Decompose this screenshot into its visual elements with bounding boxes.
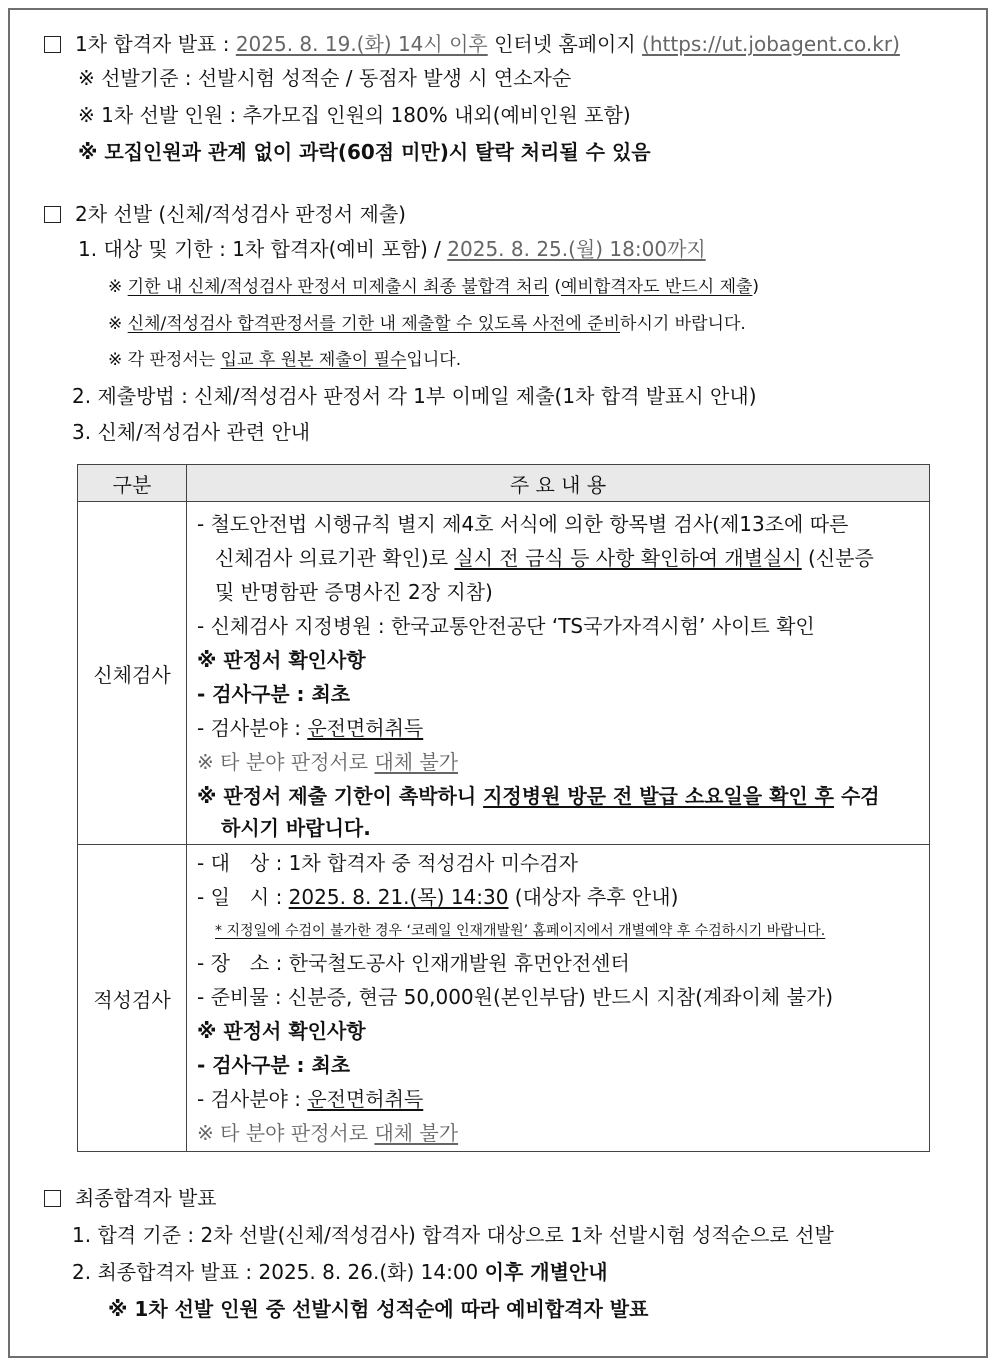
apt-line-reserve-note <box>215 917 825 945</box>
phys-a2-a: 신체검사 의료기관 확인)로 <box>215 546 455 570</box>
s3-item2 <box>72 1258 608 1286</box>
checkbox-square-icon <box>44 1190 61 1207</box>
phys-line-hospital: - 신체검사 지정병원 : 한국교통안전공단 ‘TS국가자격시험’ 사이트 확인 <box>197 614 815 638</box>
phys-line-type: - 검사구분 : 최초 <box>197 682 351 706</box>
s2-title: 2차 선발 (신체/적성검사 판정서 제출) <box>75 202 406 226</box>
s3-item1: 1. 합격 기준 : 2차 선발(신체/적성검사) 합격자 대상으로 1차 선발시험 성적순으로 선발 <box>72 1223 834 1247</box>
section2-heading <box>44 200 406 228</box>
phys-field-value: 운전면허취득 <box>307 716 424 740</box>
phys-nosub-u: 대체 불가 <box>374 750 459 774</box>
phys-deadline-a: ※ 판정서 제출 기한이 촉박하니 <box>197 784 484 808</box>
table-row <box>78 845 930 1152</box>
apt-line-place: - 장 소 : 한국철도공사 인재개발원 휴먼안전센터 <box>197 951 630 975</box>
phys-a2-b: (신분증 <box>801 546 874 570</box>
note-mark: ※ <box>108 277 128 297</box>
s1-note-fail: ※ 모집인원과 관계 없이 과락(60점 미만)시 탈락 처리될 수 있음 <box>78 140 651 164</box>
table-header-category: 구분 <box>78 465 187 502</box>
phys-line-check-title: ※ 판정서 확인사항 <box>197 648 366 672</box>
phys-a2-underlined: 실시 전 금식 등 사항 확인하여 개별실시 <box>454 546 802 570</box>
s2-note3-underlined: 입교 후 원본 제출이 필수 <box>220 350 407 370</box>
s2-item1 <box>78 235 706 263</box>
s2-note2-underlined: 신체/적성검사 합격판정서를 기한 내 제출할 수 있도록 사전에 준비 <box>127 314 621 334</box>
s1-note-criteria: ※ 선발기준 : 선발시험 성적순 / 동점자 발생 시 연소자순 <box>78 66 572 90</box>
apt-line-date <box>197 883 678 911</box>
phys-line-a2 <box>215 544 874 572</box>
s2-note3-b: 입니다. <box>406 350 462 370</box>
s2-item1-date: 2025. 8. 25.(월) 18:00까지 <box>447 237 706 261</box>
table-header-row <box>78 465 930 502</box>
phys-deadline-u: 지정병원 방문 전 발급 소요일을 확인 후 <box>483 784 835 808</box>
checkbox-square-icon <box>44 206 61 223</box>
s2-note1-reserve: 예비합격자도 반드시 제출 <box>560 277 753 297</box>
s3-note: ※ 1차 선발 인원 중 선발시험 성적순에 따라 예비합격자 발표 <box>108 1297 649 1321</box>
apt-reserve-note-text: * 지정일에 수검이 불가한 경우 ‘코레일 인재개발원’ 홈페이지에서 개별예약 후 수검하시기 바랍니다. <box>215 923 826 939</box>
apt-line-items: - 준비물 : 신분증, 현금 50,000원(본인부담) 반드시 지참(계좌이체 불가) <box>197 985 834 1009</box>
s2-item3: 3. 신체/적성검사 관련 안내 <box>72 420 311 444</box>
row-content-aptitude <box>187 845 930 1152</box>
apt-field-label: - 검사분야 : <box>197 1087 308 1111</box>
s2-note3-a: ※ 각 판정서는 <box>108 350 221 370</box>
s2-note1 <box>108 273 759 301</box>
apt-date-label: - 일 시 : <box>197 885 289 909</box>
apt-line-field <box>197 1085 423 1113</box>
exam-info-table <box>77 464 930 1152</box>
section1-heading <box>44 30 900 58</box>
s1-head-date: 2025. 8. 19.(화) 14시 이후 <box>235 32 488 56</box>
phys-line-deadline2: 하시기 바랍니다. <box>221 816 371 840</box>
apt-field-value: 운전면허취득 <box>307 1087 424 1111</box>
apt-nosub-a: ※ 타 분야 판정서로 <box>197 1121 375 1145</box>
phys-line-no-substitute <box>197 748 458 776</box>
phys-nosub-a: ※ 타 분야 판정서로 <box>197 750 375 774</box>
s1-head-mid: 인터넷 홈페이지 <box>487 32 643 56</box>
s3-item2-a: 2. 최종합격자 발표 : 2025. 8. 26.(화) 14:00 <box>72 1260 485 1284</box>
s2-note3 <box>108 346 461 374</box>
s1-head-label: 1차 합격자 발표 : <box>75 32 236 56</box>
s2-item1-label: 1. 대상 및 기한 : 1차 합격자(예비 포함) / <box>78 237 448 261</box>
s3-title: 최종합격자 발표 <box>75 1186 217 1210</box>
s2-note2 <box>108 310 746 338</box>
row-label-aptitude: 적성검사 <box>78 845 187 1152</box>
apt-line-no-substitute <box>197 1119 458 1147</box>
apt-date-note: (대상자 추후 안내) <box>508 885 679 909</box>
phys-line-field <box>197 714 423 742</box>
checkbox-square-icon <box>44 36 61 53</box>
phys-line-deadline <box>197 782 880 810</box>
table-header-content: 주 요 내 용 <box>187 465 930 502</box>
apt-date-value: 2025. 8. 21.(목) 14:30 <box>288 885 509 909</box>
s1-head-url[interactable]: (https://ut.jobagent.co.kr) <box>642 32 900 56</box>
phys-line-a1: - 철도안전법 시행규칙 별지 제4호 서식에 의한 항목별 검사(제13조에 따른 <box>197 512 849 536</box>
s2-note1-underlined: 기한 내 신체/적성검사 판정서 미제출시 최종 불합격 처리 <box>127 277 549 297</box>
phys-deadline-b: 수검 <box>834 784 880 808</box>
apt-line-check-title: ※ 판정서 확인사항 <box>197 1019 366 1043</box>
note-mark: ※ <box>108 314 128 334</box>
phys-field-label: - 검사분야 : <box>197 716 308 740</box>
apt-line-target: - 대 상 : 1차 합격자 중 적성검사 미수검자 <box>197 851 578 875</box>
s2-note1-paren-open: ( <box>548 277 561 297</box>
s2-note1-paren-close: ) <box>752 277 760 297</box>
s2-note2-rest: 하시기 바랍니다. <box>620 314 746 334</box>
row-label-physical: 신체검사 <box>78 502 187 845</box>
apt-nosub-u: 대체 불가 <box>374 1121 459 1145</box>
phys-line-a3: 및 반명함판 증명사진 2장 지참) <box>215 580 493 604</box>
section3-heading <box>44 1184 217 1212</box>
s1-note-count: ※ 1차 선발 인원 : 추가모집 인원의 180% 내외(예비인원 포함) <box>78 103 631 127</box>
s3-item2-b: 이후 개별안내 <box>484 1260 608 1284</box>
row-content-physical <box>187 502 930 845</box>
table-row <box>78 502 930 845</box>
s2-item2: 2. 제출방법 : 신체/적성검사 판정서 각 1부 이메일 제출(1차 합격 발표시 안내) <box>72 384 757 408</box>
apt-line-type: - 검사구분 : 최초 <box>197 1053 351 1077</box>
